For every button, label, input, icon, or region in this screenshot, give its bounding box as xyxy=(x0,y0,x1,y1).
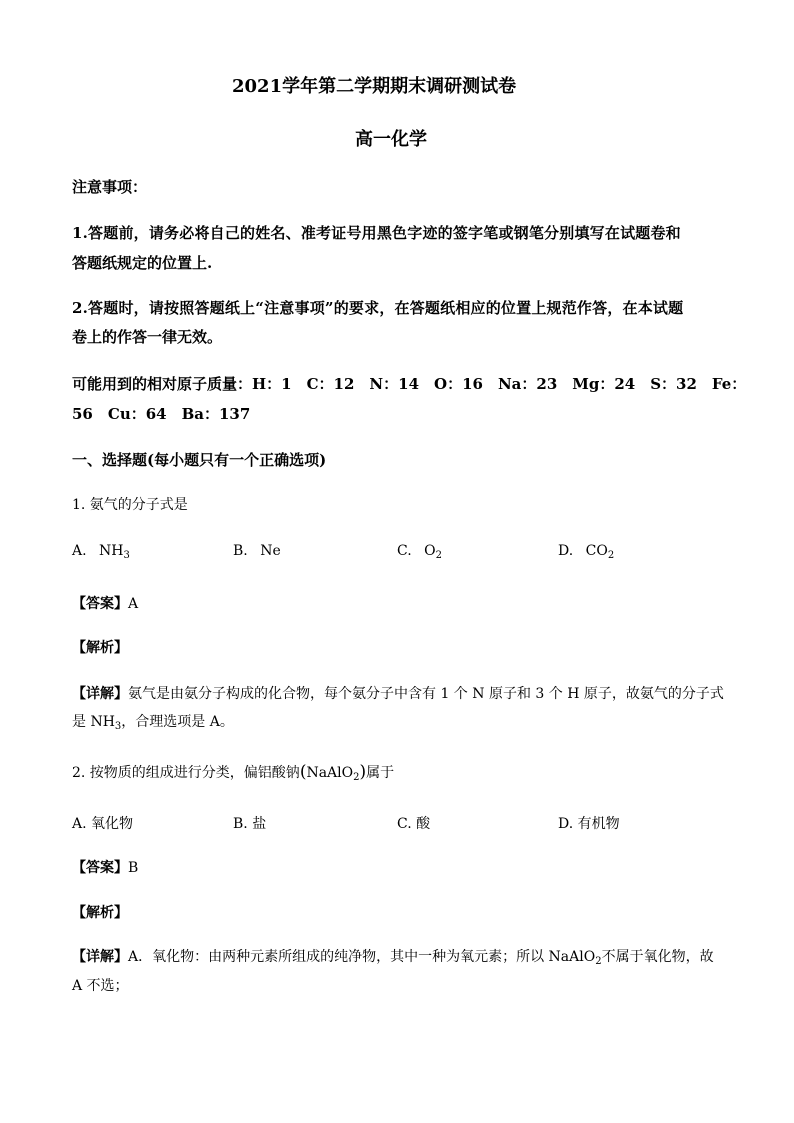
q2-option-b[interactable]: B. 盐 xyxy=(233,816,267,832)
answer-value: B xyxy=(128,860,139,876)
formula: Ne xyxy=(260,543,281,559)
q2-stem: 2. 按物质的组成进行分类，偏铝酸钠(NaAlO$_2$)属于 xyxy=(72,762,395,783)
detail-tag: 【详解】 xyxy=(72,686,128,702)
q1-option-b[interactable] xyxy=(233,543,281,559)
option-label: C. xyxy=(397,543,412,559)
option-label: B. xyxy=(233,543,248,559)
notice-item1-line1: 1.答题前，请务必将自己的姓名、准考证号用黑色字迹的签字笔或钢笔分别填写在试题卷和 xyxy=(72,224,681,242)
answer-tag: 【答案】 xyxy=(72,860,128,876)
q2-option-a[interactable]: A. 氧化物 xyxy=(72,816,134,832)
exam-subject: 高一化学 xyxy=(355,129,427,150)
notice-item2-line1: 2.答题时，请按照答题纸上“注意事项”的要求，在答题纸相应的位置上规范作答，在本试题 xyxy=(72,299,684,317)
q1-answer xyxy=(72,593,138,613)
q2-option-c[interactable]: C. 酸 xyxy=(397,816,431,832)
q1-analysis-tag: 【解析】 xyxy=(72,640,128,656)
formula: $CO_2$ xyxy=(585,543,615,561)
answer-value: A xyxy=(128,596,139,612)
q2-detail-line2: A 不选； xyxy=(72,978,129,994)
q1-detail-line1: 【详解】氨气是由氨分子构成的化合物，每个氨分子中含有 1 个 N 原子和 3 个 H 原子，故氨气的分子式 xyxy=(72,686,724,702)
detail-tag: 【详解】 xyxy=(72,949,128,965)
q1-stem: 1. 氨气的分子式是 xyxy=(72,497,188,513)
formula: NaAlO xyxy=(306,765,354,781)
notice-heading: 注意事项： xyxy=(72,178,148,196)
q1-detail-line2: 是 $NH_3$，合理选项是 A。 xyxy=(72,714,234,732)
option-label: D. xyxy=(558,543,574,559)
q1-option-c[interactable] xyxy=(397,543,442,561)
option-label: A. xyxy=(72,543,87,559)
formula: $O_2$ xyxy=(424,543,442,561)
q2-option-d[interactable]: D. 有机物 xyxy=(558,816,620,832)
q2-detail-line1: 【详解】A．氧化物：由两种元素所组成的纯净物，其中一种为氧元素；所以 NaAlO$_2$不属于氧化物，故 xyxy=(72,949,714,967)
atomic-masses-line2: 56 Cu：64 Ba：137 xyxy=(72,405,251,423)
answer-tag: 【答案】 xyxy=(72,596,128,612)
atomic-masses-line1: 可能用到的相对原子质量：H：1 C：12 N：14 O：16 Na：23 Mg：24 S：32 Fe： xyxy=(72,375,747,393)
notice-item2-line2: 卷上的作答一律无效。 xyxy=(72,328,223,346)
q1-option-a[interactable] xyxy=(72,543,130,561)
notice-item1-line2: 答题纸规定的位置上. xyxy=(72,254,213,272)
q1-option-d[interactable] xyxy=(558,543,614,561)
exam-title: 2021学年第二学期期末调研测试卷 xyxy=(232,76,517,97)
q2-analysis-tag: 【解析】 xyxy=(72,905,128,921)
q2-answer xyxy=(72,857,138,877)
section-heading: 一、选择题(每小题只有一个正确选项) xyxy=(72,451,327,469)
formula: $NH_3$ xyxy=(99,543,130,561)
